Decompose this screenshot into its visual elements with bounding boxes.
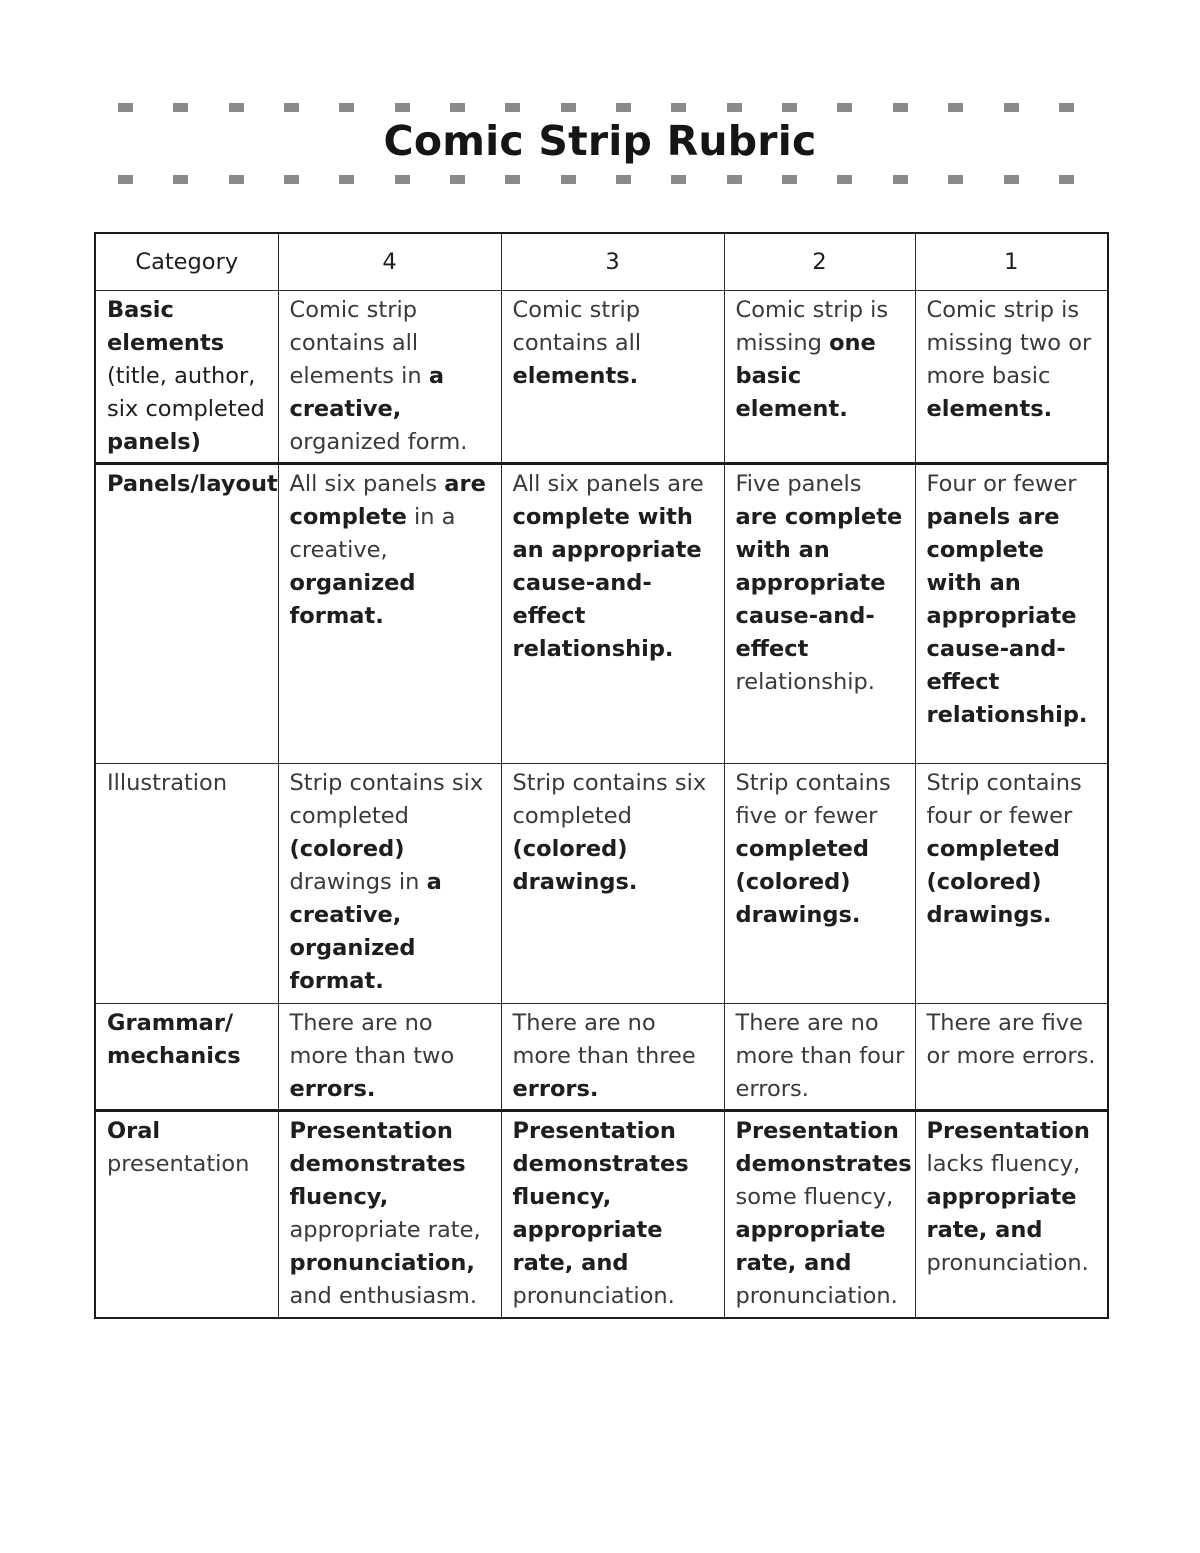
cell-text-bold: errors. (512, 1076, 599, 1102)
category-label: panels) (107, 429, 201, 455)
table-row (95, 291, 1108, 464)
title-border-top (118, 103, 1074, 112)
table-row (95, 764, 1108, 1004)
category-cell (95, 1004, 278, 1111)
cell-text-bold: elements. (926, 396, 1053, 422)
category-label: Panels/layout (107, 471, 278, 497)
cell-text: Comic strip contains all elements in (289, 297, 422, 389)
cell-text-bold: one basic element. (735, 330, 876, 422)
cell-text-bold: are complete (289, 471, 486, 530)
score-cell (915, 1004, 1108, 1111)
cell-text: lacks fluency, (926, 1151, 1081, 1177)
cell-text: Five panels (735, 471, 862, 497)
cell-text-bold: (colored) (289, 836, 405, 862)
cell-text-bold: a creative, (289, 363, 445, 422)
rubric-table (94, 232, 1109, 1319)
score-cell (278, 764, 501, 1004)
cell-text: Comic strip is missing two or more basic (926, 297, 1092, 389)
score-cell (915, 464, 1108, 764)
cell-text-bold: completed (colored) drawings. (926, 836, 1060, 928)
cell-text-bold: pronunciation, (289, 1250, 475, 1276)
cell-text: pronunciation. (735, 1283, 898, 1309)
category-label: Basic elements (107, 297, 225, 356)
cell-text: and enthusiasm. (289, 1283, 477, 1309)
score-cell (724, 464, 915, 764)
cell-text: There are no more than two (289, 1010, 455, 1069)
table-row (95, 1004, 1108, 1111)
header-score-4: 4 (278, 233, 501, 291)
cell-text: Comic strip is missing (735, 297, 889, 356)
cell-text-bold: Presentation demonstrates fluency, appropriate rate, and (512, 1118, 689, 1276)
header-score-3: 3 (501, 233, 724, 291)
title-border-bottom (118, 175, 1074, 184)
score-cell (915, 764, 1108, 1004)
cell-text: Strip contains five or fewer (735, 770, 891, 829)
cell-text: All six panels are (512, 471, 704, 497)
category-cell (95, 464, 278, 764)
score-cell (915, 1111, 1108, 1318)
cell-text: in a creative, (289, 504, 456, 563)
cell-text: relationship. (735, 669, 875, 695)
table-row (95, 1111, 1108, 1318)
cell-text-bold: elements. (512, 363, 639, 389)
score-cell (915, 291, 1108, 464)
cell-text: There are no more than four errors. (735, 1010, 905, 1102)
cell-text: Strip contains six completed (512, 770, 707, 829)
score-cell (278, 464, 501, 764)
cell-text-bold: panels are complete with an appropriate cause-and-effect relationship. (926, 504, 1088, 728)
score-cell (724, 1004, 915, 1111)
score-cell (724, 291, 915, 464)
category-label: Illustration (107, 770, 228, 796)
score-cell (278, 291, 501, 464)
cell-text: drawings in (289, 869, 420, 895)
cell-text-bold: appropriate rate, and (926, 1184, 1077, 1243)
header-score-2: 2 (724, 233, 915, 291)
score-cell (724, 764, 915, 1004)
cell-text-bold: Presentation demonstrates fluency, (289, 1118, 466, 1210)
category-note: (title, author, six completed (107, 363, 265, 422)
score-cell (278, 1111, 501, 1318)
header-score-1: 1 (915, 233, 1108, 291)
cell-text-bold: a creative, organized format. (289, 869, 442, 994)
category-cell (95, 291, 278, 464)
score-cell (501, 291, 724, 464)
cell-text-bold: Presentation demonstrates (735, 1118, 912, 1177)
score-cell (501, 1004, 724, 1111)
cell-text-bold: (colored) drawings. (512, 836, 638, 895)
category-label: Oral (107, 1118, 161, 1144)
page-title: Comic Strip Rubric (383, 117, 817, 165)
cell-text-bold: errors. (289, 1076, 376, 1102)
cell-text: appropriate rate, (289, 1217, 481, 1243)
header-row (95, 233, 1108, 291)
cell-text: Comic strip contains all (512, 297, 642, 356)
category-label: Grammar/ mechanics (107, 1010, 241, 1069)
cell-text: some fluency, (735, 1184, 894, 1210)
score-cell (501, 464, 724, 764)
score-cell (501, 1111, 724, 1318)
category-cell (95, 1111, 278, 1318)
cell-text: All six panels (289, 471, 438, 497)
cell-text-bold: organized format. (289, 570, 416, 629)
cell-text-bold: completed (colored) drawings. (735, 836, 869, 928)
cell-text: pronunciation. (926, 1250, 1089, 1276)
cell-text: There are five or more errors. (926, 1010, 1096, 1069)
cell-text: pronunciation. (512, 1283, 675, 1309)
cell-text: Strip contains six completed (289, 770, 484, 829)
cell-text: Four or fewer (926, 471, 1077, 497)
header-category: Category (95, 233, 278, 291)
cell-text: There are no more than three (512, 1010, 696, 1069)
cell-text-bold: Presentation (926, 1118, 1090, 1144)
category-label: presentation (107, 1151, 250, 1177)
cell-text-bold: appropriate rate, and (735, 1217, 886, 1276)
score-cell (501, 764, 724, 1004)
score-cell (724, 1111, 915, 1318)
cell-text: organized form. (289, 429, 468, 455)
cell-text-bold: complete with an appropriate cause-and-effect relationship. (512, 504, 702, 662)
cell-text: Strip contains four or fewer (926, 770, 1082, 829)
score-cell (278, 1004, 501, 1111)
table-row (95, 464, 1108, 764)
category-cell (95, 764, 278, 1004)
cell-text-bold: are complete with an appropriate cause-and-effect (735, 504, 903, 662)
